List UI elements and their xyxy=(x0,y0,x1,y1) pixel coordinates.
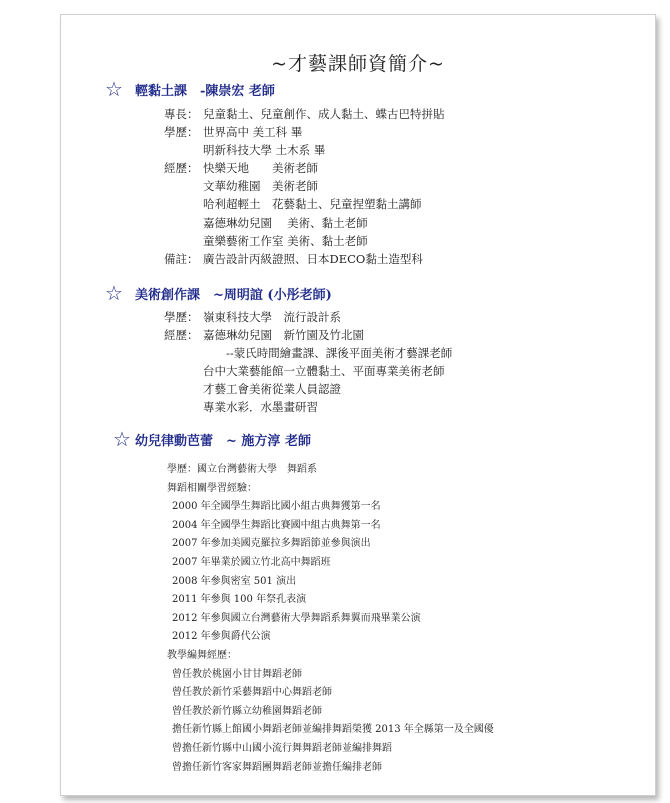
outline-star-icon: ☆ xyxy=(105,281,123,305)
list-item: 2008 年參與密室 501 演出 xyxy=(172,575,297,587)
list-item: 2012 年參與爵代公演 xyxy=(172,631,271,643)
info-row: 明新科技大學 土木系 畢 xyxy=(203,143,326,158)
document-page xyxy=(60,14,656,796)
info-row: 台中大業藝能館一立體黏土、平面專業美術老師 xyxy=(203,364,445,379)
list-item: 2004 年全國學生舞蹈比賽國中組古典舞第一名 xyxy=(172,519,381,531)
list-item: 曾任教於新竹采藝舞蹈中心舞蹈老師 xyxy=(172,687,332,699)
info-row: 學歷： 世界高中 美工科 畢 xyxy=(164,125,303,140)
outline-star-icon: ☆ xyxy=(113,427,131,451)
list-item: 曾任教於新竹縣立幼稚園舞蹈老師 xyxy=(172,705,322,717)
info-row: 備註： 廣告設計丙級證照、日本DECO黏土造型科 xyxy=(164,251,423,266)
list-item: 2007 年參加美國克羅拉多舞蹈節並參與演出 xyxy=(172,538,371,550)
list-item: 學歷：國立台灣藝術大學 舞蹈系 xyxy=(167,464,317,475)
info-row: 經歷： 嘉德琳幼兒園 新竹園及竹北園 xyxy=(164,328,364,343)
page-title: ~才藝課師資簡介~ xyxy=(271,53,445,75)
list-item: 曾擔任新竹縣中山國小流行舞舞蹈老師並編排舞蹈 xyxy=(172,742,392,754)
section-body-art xyxy=(164,308,452,417)
outline-star-icon: ☆ xyxy=(105,77,123,101)
list-item: 舞蹈相關學習經驗： xyxy=(167,482,257,494)
info-row: 學歷： 嶺東科技大學 流行設計系 xyxy=(164,310,341,324)
info-row: 才藝工會美術從業人員認證 xyxy=(203,382,341,397)
section-heading-clay: ☆ 輕黏土課 -陳崇宏 老師 xyxy=(105,77,275,101)
list-item: 曾擔任新竹客家舞蹈團舞蹈老師並擔任編排老師 xyxy=(172,761,382,773)
list-item: 2012 年參與國立台灣藝術大學舞蹈系舞翼而飛畢業公演 xyxy=(172,612,421,624)
info-row: 哈利超輕土 花藝黏土、兒童捏塑黏土講師 xyxy=(203,197,422,212)
list-item: 2007 年畢業於國立竹北高中舞蹈班 xyxy=(172,556,331,568)
section-body-clay xyxy=(164,105,445,268)
info-row: 專業水彩．水墨畫研習 xyxy=(203,400,318,415)
info-row: 嘉德琳幼兒園 美術、黏土老師 xyxy=(203,215,368,230)
list-item: 曾任教於桃園小甘甘舞蹈老師 xyxy=(172,668,302,680)
section-heading-art: ☆ 美術創作課 ~周明誼 (小彤老師) xyxy=(105,281,332,305)
info-row: 專長： 兒童黏土、兒童創作、成人黏土、蝶古巴特拼貼 xyxy=(164,107,445,121)
info-row: 童樂藝術工作室 美術、黏土老師 xyxy=(203,233,368,248)
info-row: --蒙氏時間繪畫課、課後平面美術才藝課老師 xyxy=(203,346,453,361)
section-heading-ballet: ☆ 幼兒律動芭蕾 ~ 施方淳 老師 xyxy=(113,427,311,451)
section-body-ballet xyxy=(167,461,494,777)
list-item: 2011 年參與 100 年祭孔表演 xyxy=(172,594,307,606)
list-item: 擔任新竹縣上館國小舞蹈老師並編排舞蹈榮獲 2013 年全縣第一及全國優 xyxy=(172,724,494,736)
list-item: 2000 年全國學生舞蹈比國小組古典舞獲第一名 xyxy=(172,501,381,513)
list-item: 教學編舞經歷： xyxy=(167,649,237,661)
info-row: 經歷： 快樂天地 美術老師 xyxy=(164,161,318,176)
info-row: 文華幼稚園 美術老師 xyxy=(203,179,318,194)
